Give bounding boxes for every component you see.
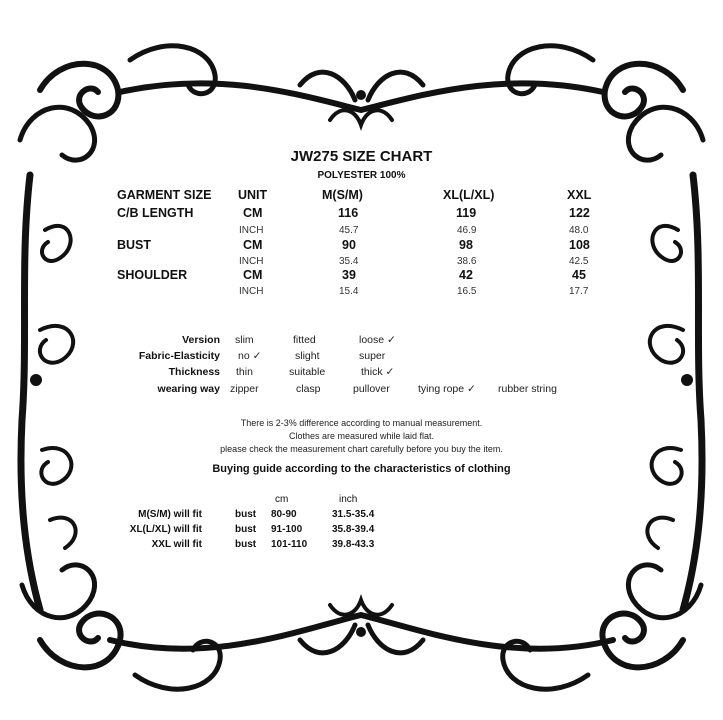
unit-inch: INCH — [239, 256, 264, 267]
cell-value: 35.4 — [339, 256, 359, 267]
guide-col-cm: cm — [275, 494, 289, 505]
unit-cm: CM — [243, 268, 263, 282]
cell-value: 39 — [342, 268, 356, 282]
guide-row-label: M(S/M) will fit — [138, 509, 202, 520]
unit-inch: INCH — [239, 286, 264, 297]
header-size-xxl: XXL — [567, 188, 592, 202]
attr-option: thin — [236, 366, 253, 378]
cell-value: 46.9 — [457, 225, 477, 236]
attr-option: suitable — [289, 366, 326, 378]
cell-value: 98 — [459, 238, 473, 252]
attr-option: thick ✓ — [361, 366, 395, 378]
unit-inch: INCH — [239, 225, 264, 236]
cell-value: 15.4 — [339, 286, 359, 297]
header-unit: UNIT — [238, 188, 268, 202]
row-label-shoulder: SHOULDER — [117, 268, 188, 282]
cell-value: 17.7 — [569, 286, 589, 297]
unit-cm: CM — [243, 206, 263, 220]
buying-guide-title: Buying guide according to the characteristics of clothing — [212, 463, 511, 475]
guide-part: bust — [235, 509, 257, 520]
cell-value: 45 — [572, 268, 586, 282]
row-label-bust: BUST — [117, 238, 152, 252]
header-size-xl: XL(L/XL) — [443, 188, 495, 202]
unit-cm: CM — [243, 238, 263, 252]
note-line: There is 2-3% difference according to manual measurement. — [240, 418, 483, 428]
attr-label-fabric-elasticity: Fabric-Elasticity — [138, 350, 220, 362]
attr-option: rubber string — [498, 383, 557, 395]
cell-value: 38.6 — [457, 256, 477, 267]
attr-label-version: Version — [182, 334, 220, 346]
attr-option: fitted — [293, 334, 316, 346]
attr-option: slim — [235, 334, 254, 346]
attr-option: slight — [295, 350, 320, 362]
attr-option: pullover — [353, 383, 390, 395]
cell-value: 119 — [456, 206, 477, 220]
note-line: please check the measurement chart carefully before you buy the item. — [220, 444, 503, 454]
guide-inch: 31.5-35.4 — [332, 509, 375, 520]
attr-option: zipper — [230, 383, 259, 395]
cell-value: 42.5 — [569, 256, 589, 267]
guide-col-inch: inch — [339, 494, 358, 505]
attr-option: clasp — [296, 383, 321, 395]
guide-inch: 39.8-43.3 — [332, 539, 375, 550]
cell-value: 16.5 — [457, 286, 477, 297]
guide-row-label: XXL will fit — [151, 539, 202, 550]
header-size-m: M(S/M) — [322, 188, 363, 202]
material-label: POLYESTER 100% — [317, 170, 406, 181]
cell-value: 90 — [342, 238, 356, 252]
header-garment-size: GARMENT SIZE — [117, 188, 212, 202]
guide-cm: 80-90 — [271, 509, 297, 520]
guide-cm: 101-110 — [271, 539, 308, 550]
cell-value: 45.7 — [339, 225, 359, 236]
row-label-cb-length: C/B LENGTH — [117, 206, 194, 220]
guide-cm: 91-100 — [271, 524, 303, 535]
attr-option: loose ✓ — [359, 334, 396, 346]
attr-label-wearing-way: wearing way — [157, 383, 220, 395]
guide-row-label: XL(L/XL) will fit — [129, 524, 202, 535]
attr-option: super — [359, 350, 386, 362]
attr-label-thickness: Thickness — [168, 366, 220, 378]
cell-value: 116 — [338, 206, 359, 220]
guide-part: bust — [235, 524, 257, 535]
note-line: Clothes are measured while laid flat. — [288, 431, 435, 441]
guide-part: bust — [235, 539, 257, 550]
attr-option: no ✓ — [238, 350, 262, 362]
chart-title: JW275 SIZE CHART — [290, 148, 433, 165]
cell-value: 48.0 — [569, 225, 589, 236]
cell-value: 42 — [459, 268, 473, 282]
cell-value: 122 — [569, 206, 590, 220]
cell-value: 108 — [569, 238, 590, 252]
attr-option: tying rope ✓ — [418, 383, 476, 395]
guide-inch: 35.8-39.4 — [332, 524, 375, 535]
